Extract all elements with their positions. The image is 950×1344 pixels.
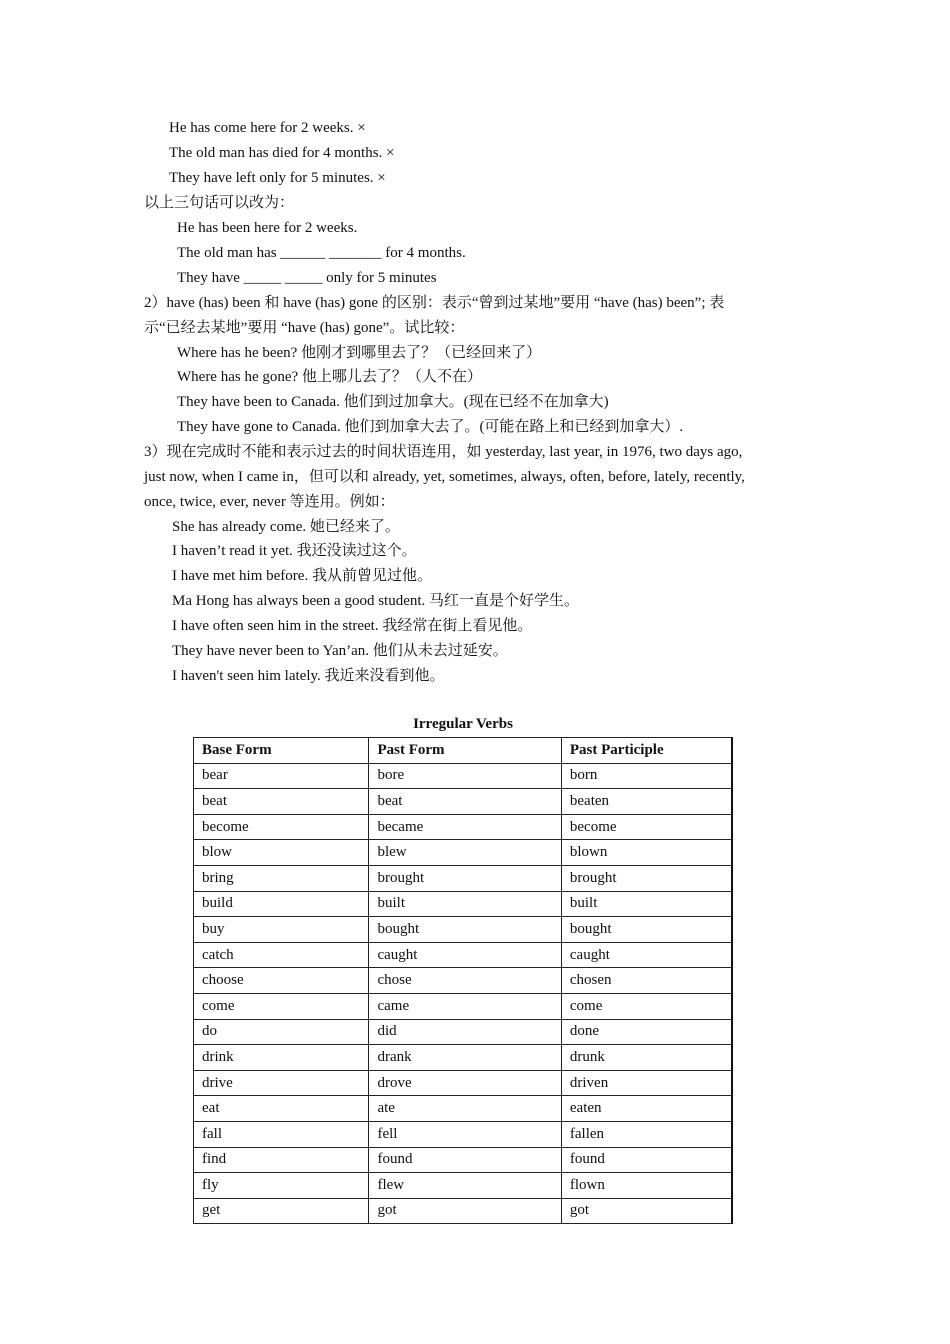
table-row xyxy=(194,1019,733,1045)
text-line: 以上三句话可以改为： xyxy=(144,195,295,211)
text-line: They have never been to Yan’an. 他们从未去过延安。 xyxy=(172,643,508,659)
base-form-cell: do xyxy=(194,1019,369,1045)
text-line: Where has he gone? 他上哪儿去了？（人不在） xyxy=(177,369,482,385)
past-participle-cell: become xyxy=(561,814,732,840)
text-line: They have been to Canada. 他们到过加拿大。(现在已经不在加拿大) xyxy=(177,394,609,410)
past-form-cell: bought xyxy=(369,917,561,943)
past-form-cell: ate xyxy=(369,1096,561,1122)
past-form-cell: chose xyxy=(369,968,561,994)
table-row xyxy=(194,814,733,840)
past-participle-cell: driven xyxy=(561,1070,732,1096)
past-participle-cell: built xyxy=(561,891,732,917)
past-form-cell: caught xyxy=(369,942,561,968)
table-row xyxy=(194,1198,733,1224)
past-participle-cell: beaten xyxy=(561,789,732,815)
column-header-past-participle: Past Participle xyxy=(561,738,732,764)
past-form-cell: drove xyxy=(369,1070,561,1096)
past-participle-cell: blown xyxy=(561,840,732,866)
text-line: The old man has died for 4 months. × xyxy=(169,145,395,161)
base-form-cell: bring xyxy=(194,865,369,891)
base-form-cell: find xyxy=(194,1147,369,1173)
past-form-cell: flew xyxy=(369,1173,561,1199)
past-participle-cell: fallen xyxy=(561,1121,732,1147)
past-form-cell: built xyxy=(369,891,561,917)
past-participle-cell: born xyxy=(561,763,732,789)
text-line: Where has he been? 他刚才到哪里去了？（已经回来了） xyxy=(177,345,542,361)
base-form-cell: build xyxy=(194,891,369,917)
table-row xyxy=(194,968,733,994)
text-line: They have left only for 5 minutes. × xyxy=(169,170,386,186)
table-row xyxy=(194,942,733,968)
table-row xyxy=(194,917,733,943)
table-row xyxy=(194,891,733,917)
table-caption: Irregular Verbs xyxy=(413,716,513,732)
table-row xyxy=(194,1121,733,1147)
base-form-cell: beat xyxy=(194,789,369,815)
past-form-cell: bore xyxy=(369,763,561,789)
past-participle-cell: done xyxy=(561,1019,732,1045)
past-form-cell: beat xyxy=(369,789,561,815)
table-row xyxy=(194,865,733,891)
table-row xyxy=(194,840,733,866)
past-participle-cell: brought xyxy=(561,865,732,891)
text-line: just now, when I came in，但可以和 already, yet, sometimes, always, often, before, lately, recently, xyxy=(144,469,745,485)
table-row xyxy=(194,789,733,815)
column-header-base-form: Base Form xyxy=(194,738,369,764)
past-form-cell: became xyxy=(369,814,561,840)
table-row xyxy=(194,1070,733,1096)
base-form-cell: blow xyxy=(194,840,369,866)
past-form-cell: got xyxy=(369,1198,561,1224)
past-form-cell: blew xyxy=(369,840,561,866)
text-line: 2）have (has) been 和 have (has) gone 的区别：表示“曾到过某地”要用 “have (has) been”; 表 xyxy=(144,295,725,311)
past-participle-cell: come xyxy=(561,993,732,1019)
past-participle-cell: eaten xyxy=(561,1096,732,1122)
base-form-cell: get xyxy=(194,1198,369,1224)
base-form-cell: fall xyxy=(194,1121,369,1147)
table-row xyxy=(194,1096,733,1122)
text-line: I have met him before. 我从前曾见过他。 xyxy=(172,568,432,584)
text-line: They have gone to Canada. 他们到加拿大去了。(可能在路上和已经到加拿大）. xyxy=(177,419,684,435)
table-header-row xyxy=(194,738,733,764)
table-row xyxy=(194,763,733,789)
text-line: She has already come. 她已经来了。 xyxy=(172,519,400,535)
base-form-cell: drink xyxy=(194,1045,369,1071)
past-participle-cell: got xyxy=(561,1198,732,1224)
past-participle-cell: drunk xyxy=(561,1045,732,1071)
base-form-cell: fly xyxy=(194,1173,369,1199)
base-form-cell: choose xyxy=(194,968,369,994)
base-form-cell: eat xyxy=(194,1096,369,1122)
base-form-cell: bear xyxy=(194,763,369,789)
table-row xyxy=(194,1045,733,1071)
column-header-past-form: Past Form xyxy=(369,738,561,764)
base-form-cell: come xyxy=(194,993,369,1019)
past-participle-cell: caught xyxy=(561,942,732,968)
text-line: The old man has ______ _______ for 4 months. xyxy=(177,245,466,261)
past-participle-cell: found xyxy=(561,1147,732,1173)
past-form-cell: brought xyxy=(369,865,561,891)
past-participle-cell: flown xyxy=(561,1173,732,1199)
past-participle-cell: chosen xyxy=(561,968,732,994)
text-line: 示“已经去某地”要用 “have (has) gone”。试比较： xyxy=(144,320,465,336)
base-form-cell: drive xyxy=(194,1070,369,1096)
past-participle-cell: bought xyxy=(561,917,732,943)
text-line: He has been here for 2 weeks. xyxy=(177,220,358,236)
text-line: He has come here for 2 weeks. × xyxy=(169,120,366,136)
table-row xyxy=(194,1147,733,1173)
text-line: They have _____ _____ only for 5 minutes xyxy=(177,270,437,286)
irregular-verbs-table xyxy=(193,737,733,1224)
past-form-cell: drank xyxy=(369,1045,561,1071)
past-form-cell: did xyxy=(369,1019,561,1045)
text-line: once, twice, ever, never 等连用。例如： xyxy=(144,494,395,510)
text-line: Ma Hong has always been a good student. 马红一直是个好学生。 xyxy=(172,593,580,609)
table-row xyxy=(194,993,733,1019)
text-line: I haven't seen him lately. 我近来没看到他。 xyxy=(172,668,445,684)
text-line: I have often seen him in the street. 我经常在街上看见他。 xyxy=(172,618,533,634)
base-form-cell: catch xyxy=(194,942,369,968)
text-line: I haven’t read it yet. 我还没读过这个。 xyxy=(172,543,417,559)
base-form-cell: buy xyxy=(194,917,369,943)
past-form-cell: came xyxy=(369,993,561,1019)
text-line: 3）现在完成时不能和表示过去的时间状语连用，如 yesterday, last year, in 1976, two days ago, xyxy=(144,444,743,460)
past-form-cell: found xyxy=(369,1147,561,1173)
past-form-cell: fell xyxy=(369,1121,561,1147)
base-form-cell: become xyxy=(194,814,369,840)
table-row xyxy=(194,1173,733,1199)
